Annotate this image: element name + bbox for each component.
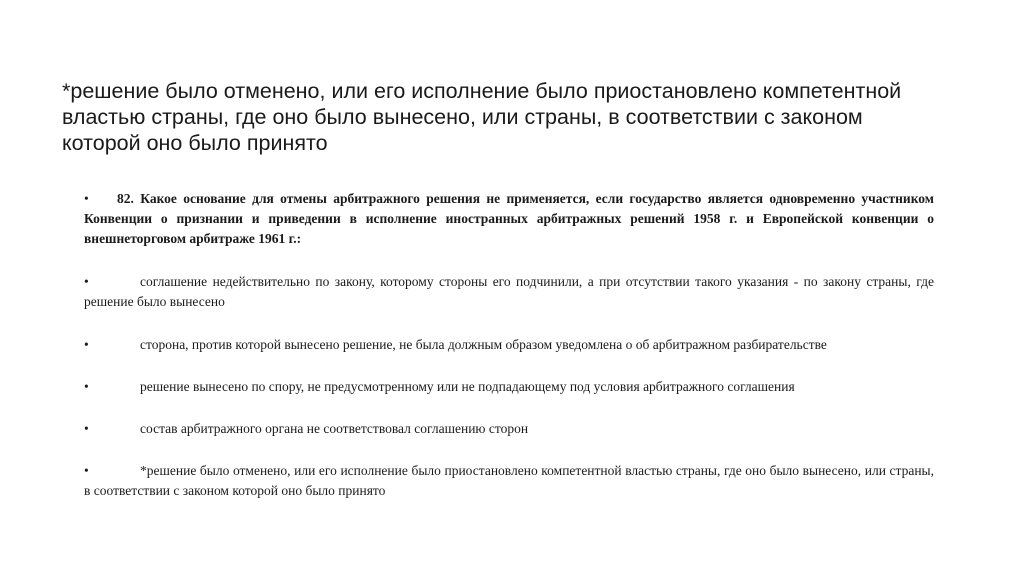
option-bullet: •: [84, 379, 89, 394]
question-block: [84, 189, 934, 249]
option-text: соглашение недействительно по закону, которому стороны его подчинили, а при отсутствии такого указания - по закону страны, где решение было вынесено: [84, 274, 934, 309]
option-bullet: •: [84, 337, 89, 352]
answer-option: [84, 377, 934, 397]
question-bullet: •: [84, 191, 89, 206]
option-bullet: •: [84, 463, 89, 478]
answer-option: [84, 419, 934, 439]
question-text: 82. Какое основание для отмены арбитражного решения не применяется, если государство является одновременно участником Конвенции о признании и приведении в исполнение иностранных арбитражных решений 1958 г. и Европейской конвенции о внешнеторговом арбитраже 1961 г.:: [84, 191, 934, 246]
answer-option-correct: [84, 461, 934, 501]
answer-option: [84, 335, 934, 355]
option-text: *решение было отменено, или его исполнение было приостановлено компетентной властью страны, где оно было вынесено, или страны, в соответствии с законом которой оно было принято: [84, 463, 934, 498]
option-bullet: •: [84, 421, 89, 436]
option-text: решение вынесено по спору, не предусмотренному или не подпадающему под условия арбитражного соглашения: [140, 379, 795, 394]
answer-options-list: [84, 272, 934, 501]
option-bullet: •: [84, 274, 89, 289]
option-text: состав арбитражного органа не соответствовал соглашению сторон: [140, 421, 529, 436]
answer-option: [84, 272, 934, 312]
answer-headline: *решение было отменено, или его исполнение было приостановлено компетентной властью страны, где оно было вынесено, или страны, в соответствии с законом которой оно было принято: [62, 79, 902, 155]
option-text: сторона, против которой вынесено решение, не была должным образом уведомлена о об арбитражном разбирательстве: [140, 337, 827, 352]
